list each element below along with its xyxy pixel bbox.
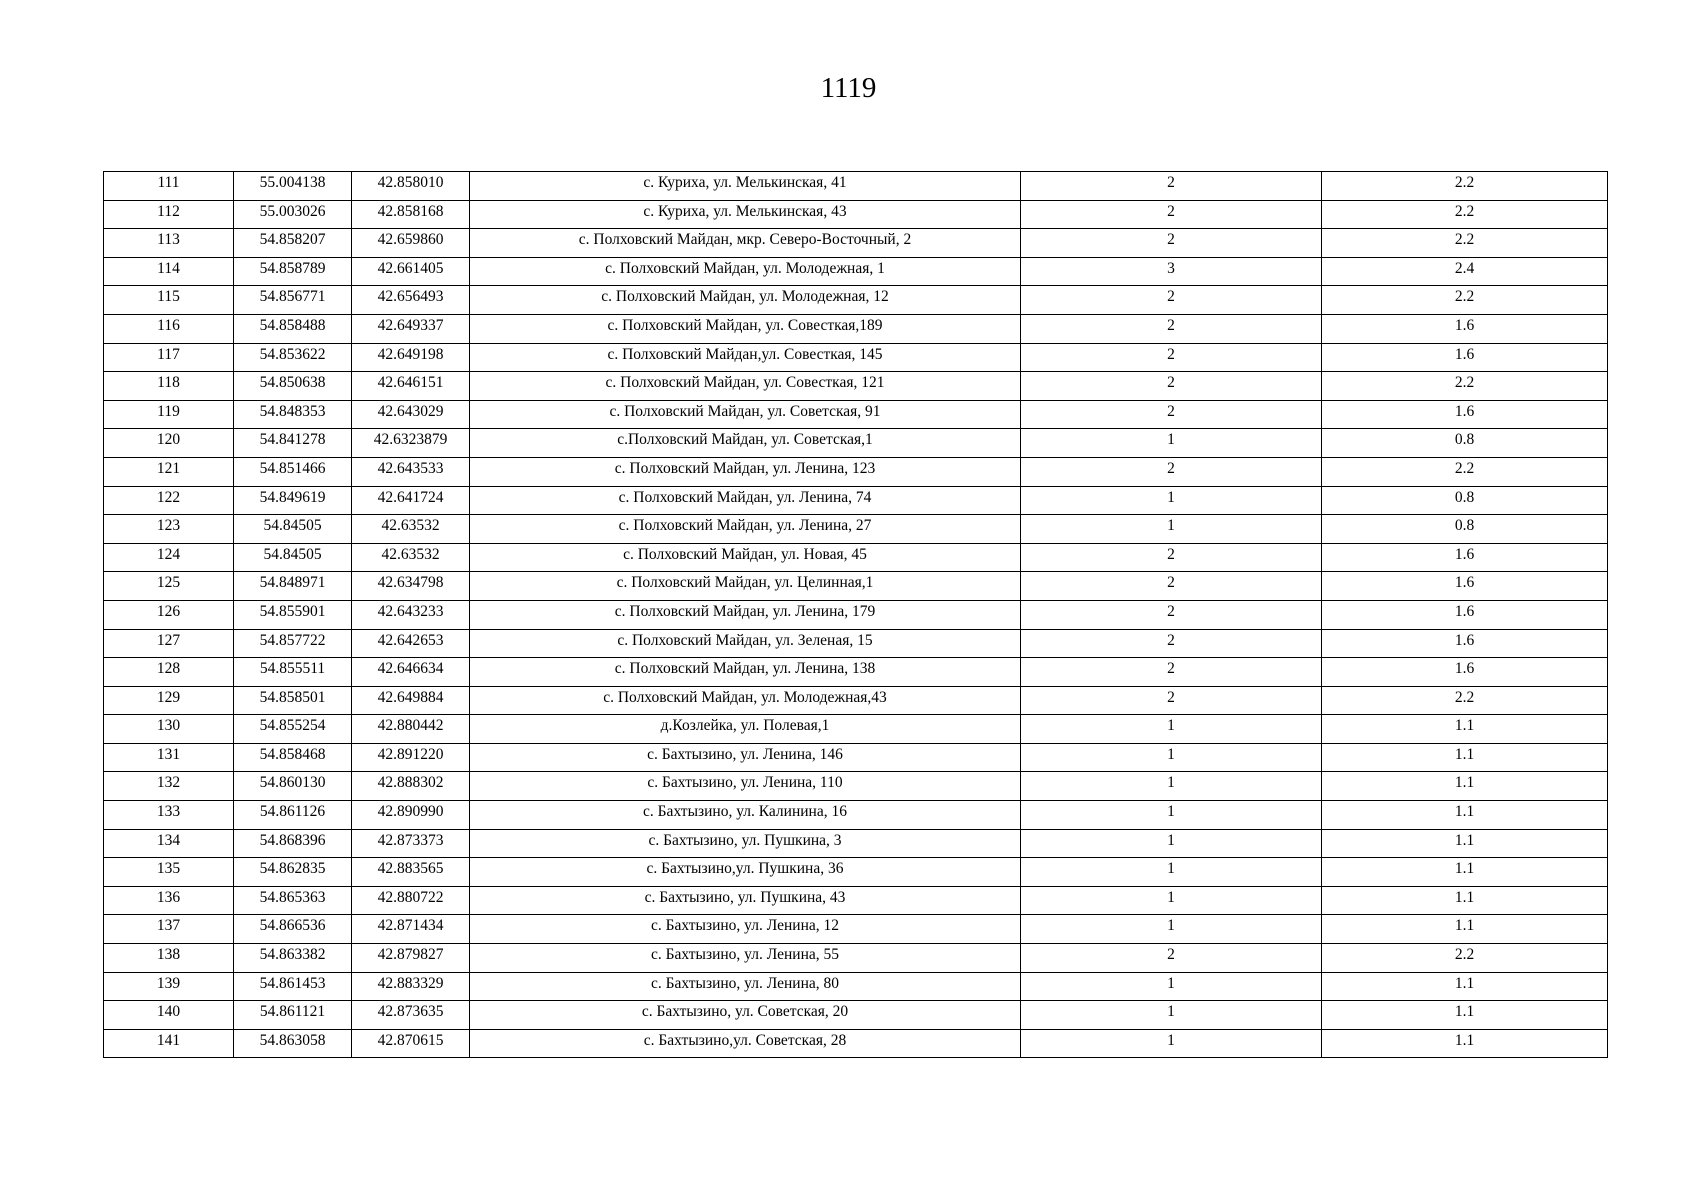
count-cell: 1 <box>1021 1029 1322 1058</box>
data-table <box>103 171 1608 1058</box>
address-cell: с. Полховский Майдан, ул. Целинная,1 <box>470 572 1021 601</box>
count-cell: 2 <box>1021 629 1322 658</box>
longitude-cell: 42.643533 <box>352 457 470 486</box>
longitude-cell: 42.643233 <box>352 600 470 629</box>
longitude-cell: 42.880442 <box>352 715 470 744</box>
value-cell: 2.2 <box>1322 200 1608 229</box>
row-number-cell: 123 <box>104 515 234 544</box>
latitude-cell: 54.853622 <box>234 343 352 372</box>
latitude-cell: 54.855254 <box>234 715 352 744</box>
count-cell: 2 <box>1021 343 1322 372</box>
address-cell: с. Полховский Майдан, ул. Советская, 91 <box>470 400 1021 429</box>
address-cell: с. Куриха, ул. Мелькинская, 43 <box>470 200 1021 229</box>
address-cell: с. Полховский Майдан, ул. Ленина, 179 <box>470 600 1021 629</box>
table-row <box>104 772 1608 801</box>
address-cell: с. Бахтызино, ул. Пушкина, 43 <box>470 886 1021 915</box>
longitude-cell: 42.883329 <box>352 972 470 1001</box>
value-cell: 1.1 <box>1322 743 1608 772</box>
value-cell: 0.8 <box>1322 515 1608 544</box>
table-row <box>104 314 1608 343</box>
latitude-cell: 55.004138 <box>234 172 352 201</box>
count-cell: 1 <box>1021 801 1322 830</box>
latitude-cell: 54.858488 <box>234 314 352 343</box>
table-row <box>104 1029 1608 1058</box>
row-number-cell: 141 <box>104 1029 234 1058</box>
address-cell: с. Бахтызино, ул. Пушкина, 3 <box>470 829 1021 858</box>
count-cell: 2 <box>1021 286 1322 315</box>
address-cell: с. Полховский Майдан, ул. Новая, 45 <box>470 543 1021 572</box>
address-cell: с. Куриха, ул. Мелькинская, 41 <box>470 172 1021 201</box>
table-row <box>104 486 1608 515</box>
address-cell: с. Полховский Майдан, ул. Молодежная, 12 <box>470 286 1021 315</box>
row-number-cell: 129 <box>104 686 234 715</box>
count-cell: 1 <box>1021 829 1322 858</box>
address-cell: с. Полховский Майдан, ул. Совесткая, 121 <box>470 372 1021 401</box>
table-row <box>104 801 1608 830</box>
row-number-cell: 130 <box>104 715 234 744</box>
count-cell: 1 <box>1021 486 1322 515</box>
row-number-cell: 132 <box>104 772 234 801</box>
row-number-cell: 119 <box>104 400 234 429</box>
address-cell: с. Бахтызино, ул. Ленина, 146 <box>470 743 1021 772</box>
value-cell: 1.6 <box>1322 572 1608 601</box>
address-cell: с. Полховский Майдан, ул. Молодежная,43 <box>470 686 1021 715</box>
latitude-cell: 54.850638 <box>234 372 352 401</box>
longitude-cell: 42.879827 <box>352 944 470 973</box>
table-row <box>104 172 1608 201</box>
row-number-cell: 125 <box>104 572 234 601</box>
address-cell: с. Полховский Майдан, ул. Зеленая, 15 <box>470 629 1021 658</box>
row-number-cell: 126 <box>104 600 234 629</box>
table-row <box>104 572 1608 601</box>
address-cell: с. Полховский Майдан, ул. Ленина, 27 <box>470 515 1021 544</box>
count-cell: 2 <box>1021 572 1322 601</box>
longitude-cell: 42.891220 <box>352 743 470 772</box>
count-cell: 2 <box>1021 372 1322 401</box>
row-number-cell: 140 <box>104 1001 234 1030</box>
table-row <box>104 400 1608 429</box>
latitude-cell: 54.857722 <box>234 629 352 658</box>
latitude-cell: 54.848353 <box>234 400 352 429</box>
latitude-cell: 54.861126 <box>234 801 352 830</box>
address-cell: с. Бахтызино,ул. Пушкина, 36 <box>470 858 1021 887</box>
value-cell: 1.1 <box>1322 858 1608 887</box>
count-cell: 1 <box>1021 915 1322 944</box>
longitude-cell: 42.888302 <box>352 772 470 801</box>
count-cell: 2 <box>1021 457 1322 486</box>
longitude-cell: 42.858168 <box>352 200 470 229</box>
row-number-cell: 134 <box>104 829 234 858</box>
address-cell: д.Козлейка, ул. Полевая,1 <box>470 715 1021 744</box>
latitude-cell: 54.856771 <box>234 286 352 315</box>
count-cell: 1 <box>1021 772 1322 801</box>
address-cell: с. Полховский Майдан, мкр. Северо-Восточный, 2 <box>470 229 1021 258</box>
count-cell: 3 <box>1021 257 1322 286</box>
latitude-cell: 54.855511 <box>234 658 352 687</box>
row-number-cell: 112 <box>104 200 234 229</box>
address-cell: с. Бахтызино, ул. Ленина, 110 <box>470 772 1021 801</box>
row-number-cell: 127 <box>104 629 234 658</box>
value-cell: 2.2 <box>1322 372 1608 401</box>
count-cell: 2 <box>1021 658 1322 687</box>
latitude-cell: 54.84505 <box>234 515 352 544</box>
row-number-cell: 111 <box>104 172 234 201</box>
row-number-cell: 139 <box>104 972 234 1001</box>
table-row <box>104 715 1608 744</box>
count-cell: 1 <box>1021 972 1322 1001</box>
row-number-cell: 137 <box>104 915 234 944</box>
row-number-cell: 138 <box>104 944 234 973</box>
value-cell: 1.1 <box>1322 886 1608 915</box>
row-number-cell: 114 <box>104 257 234 286</box>
longitude-cell: 42.642653 <box>352 629 470 658</box>
row-number-cell: 120 <box>104 429 234 458</box>
value-cell: 1.1 <box>1322 1029 1608 1058</box>
table-row <box>104 915 1608 944</box>
table-row <box>104 743 1608 772</box>
address-cell: с. Полховский Майдан,ул. Совесткая, 145 <box>470 343 1021 372</box>
latitude-cell: 54.855901 <box>234 600 352 629</box>
table-row <box>104 886 1608 915</box>
value-cell: 1.1 <box>1322 829 1608 858</box>
table-row <box>104 257 1608 286</box>
table-row <box>104 457 1608 486</box>
row-number-cell: 122 <box>104 486 234 515</box>
row-number-cell: 116 <box>104 314 234 343</box>
row-number-cell: 133 <box>104 801 234 830</box>
longitude-cell: 42.634798 <box>352 572 470 601</box>
longitude-cell: 42.649198 <box>352 343 470 372</box>
address-cell: с. Бахтызино, ул. Ленина, 80 <box>470 972 1021 1001</box>
count-cell: 2 <box>1021 686 1322 715</box>
table-row <box>104 600 1608 629</box>
count-cell: 2 <box>1021 944 1322 973</box>
latitude-cell: 54.861453 <box>234 972 352 1001</box>
page-number: 1119 <box>820 72 877 104</box>
longitude-cell: 42.871434 <box>352 915 470 944</box>
value-cell: 2.2 <box>1322 457 1608 486</box>
table-row <box>104 629 1608 658</box>
latitude-cell: 54.868396 <box>234 829 352 858</box>
value-cell: 1.6 <box>1322 343 1608 372</box>
longitude-cell: 42.646151 <box>352 372 470 401</box>
count-cell: 2 <box>1021 400 1322 429</box>
value-cell: 0.8 <box>1322 429 1608 458</box>
value-cell: 1.1 <box>1322 972 1608 1001</box>
address-cell: с. Полховский Майдан, ул. Ленина, 138 <box>470 658 1021 687</box>
count-cell: 2 <box>1021 229 1322 258</box>
address-cell: с. Полховский Майдан, ул. Ленина, 74 <box>470 486 1021 515</box>
table-row <box>104 200 1608 229</box>
latitude-cell: 54.860130 <box>234 772 352 801</box>
value-cell: 2.2 <box>1322 172 1608 201</box>
row-number-cell: 118 <box>104 372 234 401</box>
value-cell: 2.4 <box>1322 257 1608 286</box>
longitude-cell: 42.873373 <box>352 829 470 858</box>
row-number-cell: 117 <box>104 343 234 372</box>
value-cell: 1.1 <box>1322 772 1608 801</box>
longitude-cell: 42.63532 <box>352 543 470 572</box>
longitude-cell: 42.883565 <box>352 858 470 887</box>
address-cell: с.Полховский Майдан, ул. Советская,1 <box>470 429 1021 458</box>
table-row <box>104 972 1608 1001</box>
row-number-cell: 135 <box>104 858 234 887</box>
latitude-cell: 54.858207 <box>234 229 352 258</box>
longitude-cell: 42.63532 <box>352 515 470 544</box>
value-cell: 1.6 <box>1322 314 1608 343</box>
latitude-cell: 54.863058 <box>234 1029 352 1058</box>
table-row <box>104 658 1608 687</box>
count-cell: 2 <box>1021 600 1322 629</box>
longitude-cell: 42.649337 <box>352 314 470 343</box>
latitude-cell: 55.003026 <box>234 200 352 229</box>
value-cell: 1.1 <box>1322 1001 1608 1030</box>
count-cell: 2 <box>1021 314 1322 343</box>
longitude-cell: 42.858010 <box>352 172 470 201</box>
latitude-cell: 54.851466 <box>234 457 352 486</box>
table-row <box>104 543 1608 572</box>
latitude-cell: 54.863382 <box>234 944 352 973</box>
count-cell: 1 <box>1021 515 1322 544</box>
longitude-cell: 42.890990 <box>352 801 470 830</box>
count-cell: 1 <box>1021 743 1322 772</box>
value-cell: 2.2 <box>1322 229 1608 258</box>
longitude-cell: 42.643029 <box>352 400 470 429</box>
value-cell: 0.8 <box>1322 486 1608 515</box>
longitude-cell: 42.880722 <box>352 886 470 915</box>
count-cell: 1 <box>1021 429 1322 458</box>
table-row <box>104 686 1608 715</box>
address-cell: с. Бахтызино, ул. Советская, 20 <box>470 1001 1021 1030</box>
count-cell: 2 <box>1021 172 1322 201</box>
count-cell: 1 <box>1021 1001 1322 1030</box>
latitude-cell: 54.841278 <box>234 429 352 458</box>
value-cell: 1.6 <box>1322 543 1608 572</box>
latitude-cell: 54.861121 <box>234 1001 352 1030</box>
count-cell: 1 <box>1021 715 1322 744</box>
row-number-cell: 136 <box>104 886 234 915</box>
longitude-cell: 42.659860 <box>352 229 470 258</box>
table-row <box>104 829 1608 858</box>
latitude-cell: 54.858501 <box>234 686 352 715</box>
row-number-cell: 115 <box>104 286 234 315</box>
table-row <box>104 858 1608 887</box>
value-cell: 1.1 <box>1322 715 1608 744</box>
row-number-cell: 121 <box>104 457 234 486</box>
longitude-cell: 42.870615 <box>352 1029 470 1058</box>
table-row <box>104 343 1608 372</box>
row-number-cell: 128 <box>104 658 234 687</box>
latitude-cell: 54.858468 <box>234 743 352 772</box>
address-cell: с. Полховский Майдан, ул. Ленина, 123 <box>470 457 1021 486</box>
longitude-cell: 42.6323879 <box>352 429 470 458</box>
row-number-cell: 113 <box>104 229 234 258</box>
value-cell: 2.2 <box>1322 286 1608 315</box>
table-row <box>104 1001 1608 1030</box>
table-row <box>104 372 1608 401</box>
count-cell: 2 <box>1021 200 1322 229</box>
latitude-cell: 54.858789 <box>234 257 352 286</box>
longitude-cell: 42.656493 <box>352 286 470 315</box>
longitude-cell: 42.646634 <box>352 658 470 687</box>
value-cell: 1.6 <box>1322 629 1608 658</box>
latitude-cell: 54.848971 <box>234 572 352 601</box>
latitude-cell: 54.84505 <box>234 543 352 572</box>
latitude-cell: 54.862835 <box>234 858 352 887</box>
value-cell: 2.2 <box>1322 944 1608 973</box>
address-cell: с. Бахтызино, ул. Ленина, 55 <box>470 944 1021 973</box>
latitude-cell: 54.866536 <box>234 915 352 944</box>
address-cell: с. Бахтызино,ул. Советская, 28 <box>470 1029 1021 1058</box>
table-row <box>104 944 1608 973</box>
table-row <box>104 515 1608 544</box>
value-cell: 1.6 <box>1322 600 1608 629</box>
row-number-cell: 124 <box>104 543 234 572</box>
address-cell: с. Бахтызино, ул. Ленина, 12 <box>470 915 1021 944</box>
value-cell: 1.6 <box>1322 400 1608 429</box>
address-cell: с. Бахтызино, ул. Калинина, 16 <box>470 801 1021 830</box>
value-cell: 1.6 <box>1322 658 1608 687</box>
address-cell: с. Полховский Майдан, ул. Молодежная, 1 <box>470 257 1021 286</box>
table-body <box>104 172 1608 1058</box>
table-row <box>104 429 1608 458</box>
address-cell: с. Полховский Майдан, ул. Совесткая,189 <box>470 314 1021 343</box>
value-cell: 1.1 <box>1322 915 1608 944</box>
row-number-cell: 131 <box>104 743 234 772</box>
table-row <box>104 229 1608 258</box>
latitude-cell: 54.865363 <box>234 886 352 915</box>
value-cell: 2.2 <box>1322 686 1608 715</box>
table-row <box>104 286 1608 315</box>
count-cell: 2 <box>1021 543 1322 572</box>
count-cell: 1 <box>1021 886 1322 915</box>
longitude-cell: 42.873635 <box>352 1001 470 1030</box>
count-cell: 1 <box>1021 858 1322 887</box>
longitude-cell: 42.661405 <box>352 257 470 286</box>
value-cell: 1.1 <box>1322 801 1608 830</box>
latitude-cell: 54.849619 <box>234 486 352 515</box>
longitude-cell: 42.641724 <box>352 486 470 515</box>
longitude-cell: 42.649884 <box>352 686 470 715</box>
